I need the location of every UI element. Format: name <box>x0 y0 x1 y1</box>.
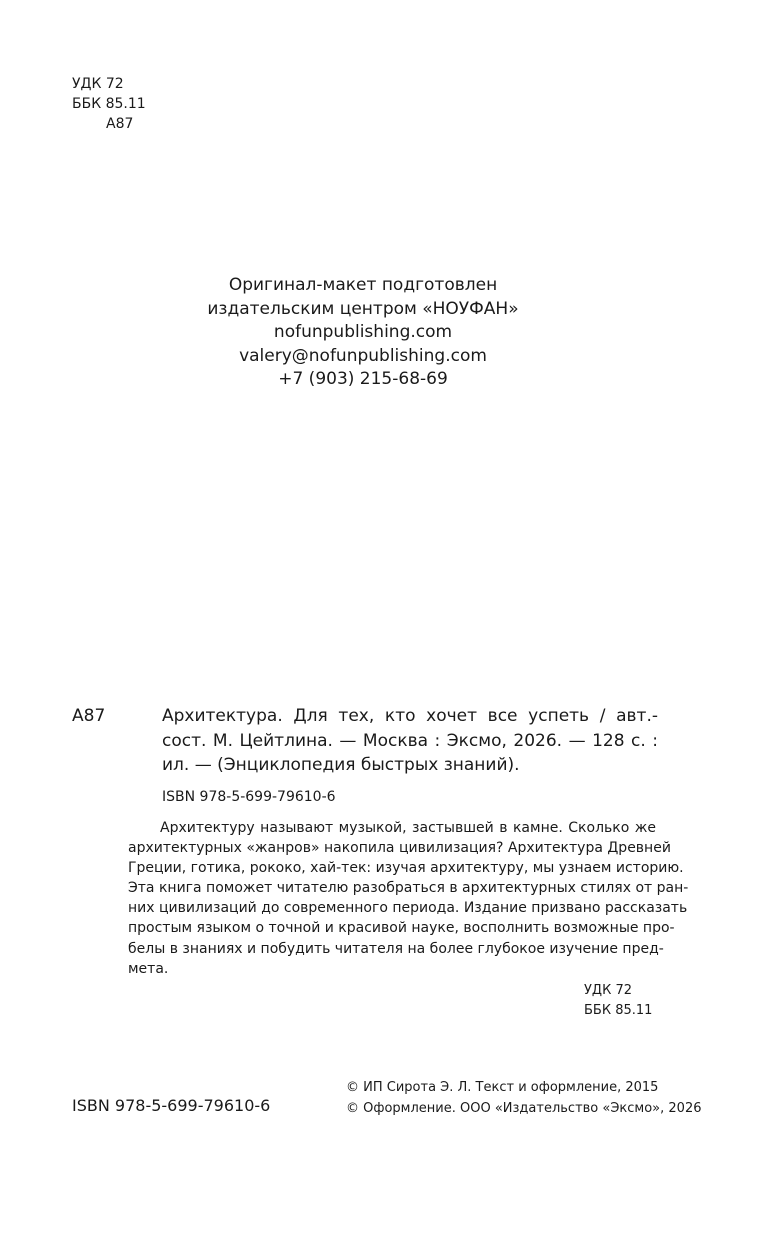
record-isbn: ISBN 978-5-699-79610-6 <box>162 789 336 805</box>
record-author-mark: А87 <box>72 706 106 726</box>
annotation-line-1: Архитектуру называют музыкой, застывшей в камне. Сколько же <box>160 820 656 836</box>
bbk-code-right: ББК 85.11 <box>584 1003 653 1018</box>
publisher-website: nofunpublishing.com <box>273 322 453 342</box>
annotation-paragraph <box>128 818 689 979</box>
udk-code: УДК 72 <box>72 76 124 92</box>
publisher-email: valery@nofunpublishing.com <box>239 345 487 366</box>
publisher-block <box>0 274 726 392</box>
bbk-code: ББК 85.11 <box>72 96 146 112</box>
publisher-phone: +7 (903) 215-68-69 <box>278 369 448 389</box>
copyright-line-2: © Оформление. ООО «Издательство «Эксмо», 2026 <box>346 1100 702 1116</box>
author-mark: А87 <box>106 116 134 132</box>
record-line-3: ил. — (Энциклопедия быстрых знаний). <box>162 755 520 775</box>
annotation-line-8: мета. <box>128 960 169 977</box>
classification-top <box>72 74 146 134</box>
bibliographic-record <box>162 704 658 778</box>
record-line-2: сост. М. Цейтлина. — Москва : Эксмо, 2026. — 128 с. : <box>162 730 658 751</box>
annotation-line-7: белы в знаниях и побудить читателя на более глубокое изучение пред- <box>128 940 664 957</box>
publisher-line-2: издательским центром «НОУФАН» <box>207 298 519 319</box>
annotation-line-4: Эта книга поможет читателю разобраться в архитектурных стилях от ран- <box>128 880 689 897</box>
annotation-line-6: простым языком о точной и красивой науке, восполнить возможные про- <box>128 920 675 937</box>
classification-right <box>584 981 652 1021</box>
record-line-1: Архитектура. Для тех, кто хочет все успеть / авт.- <box>162 706 658 726</box>
annotation-line-2: архитектурных «жанров» накопила цивилизация? Архитектура Древней <box>128 840 671 857</box>
annotation-line-5: них цивилизаций до современного периода. Издание призвано рассказать <box>128 900 688 917</box>
copyright-line-1: © ИП Сирота Э. Л. Текст и оформление, 2015 <box>346 1080 659 1095</box>
copyright-block <box>346 1078 702 1119</box>
footer-isbn: ISBN 978-5-699-79610-6 <box>72 1096 271 1115</box>
udk-code-right: УДК 72 <box>584 983 632 998</box>
publisher-line-1: Оригинал-макет подготовлен <box>228 275 498 295</box>
annotation-line-3: Греции, готика, рококо, хай-тек: изучая архитектуру, мы узнаем историю. <box>128 860 684 877</box>
